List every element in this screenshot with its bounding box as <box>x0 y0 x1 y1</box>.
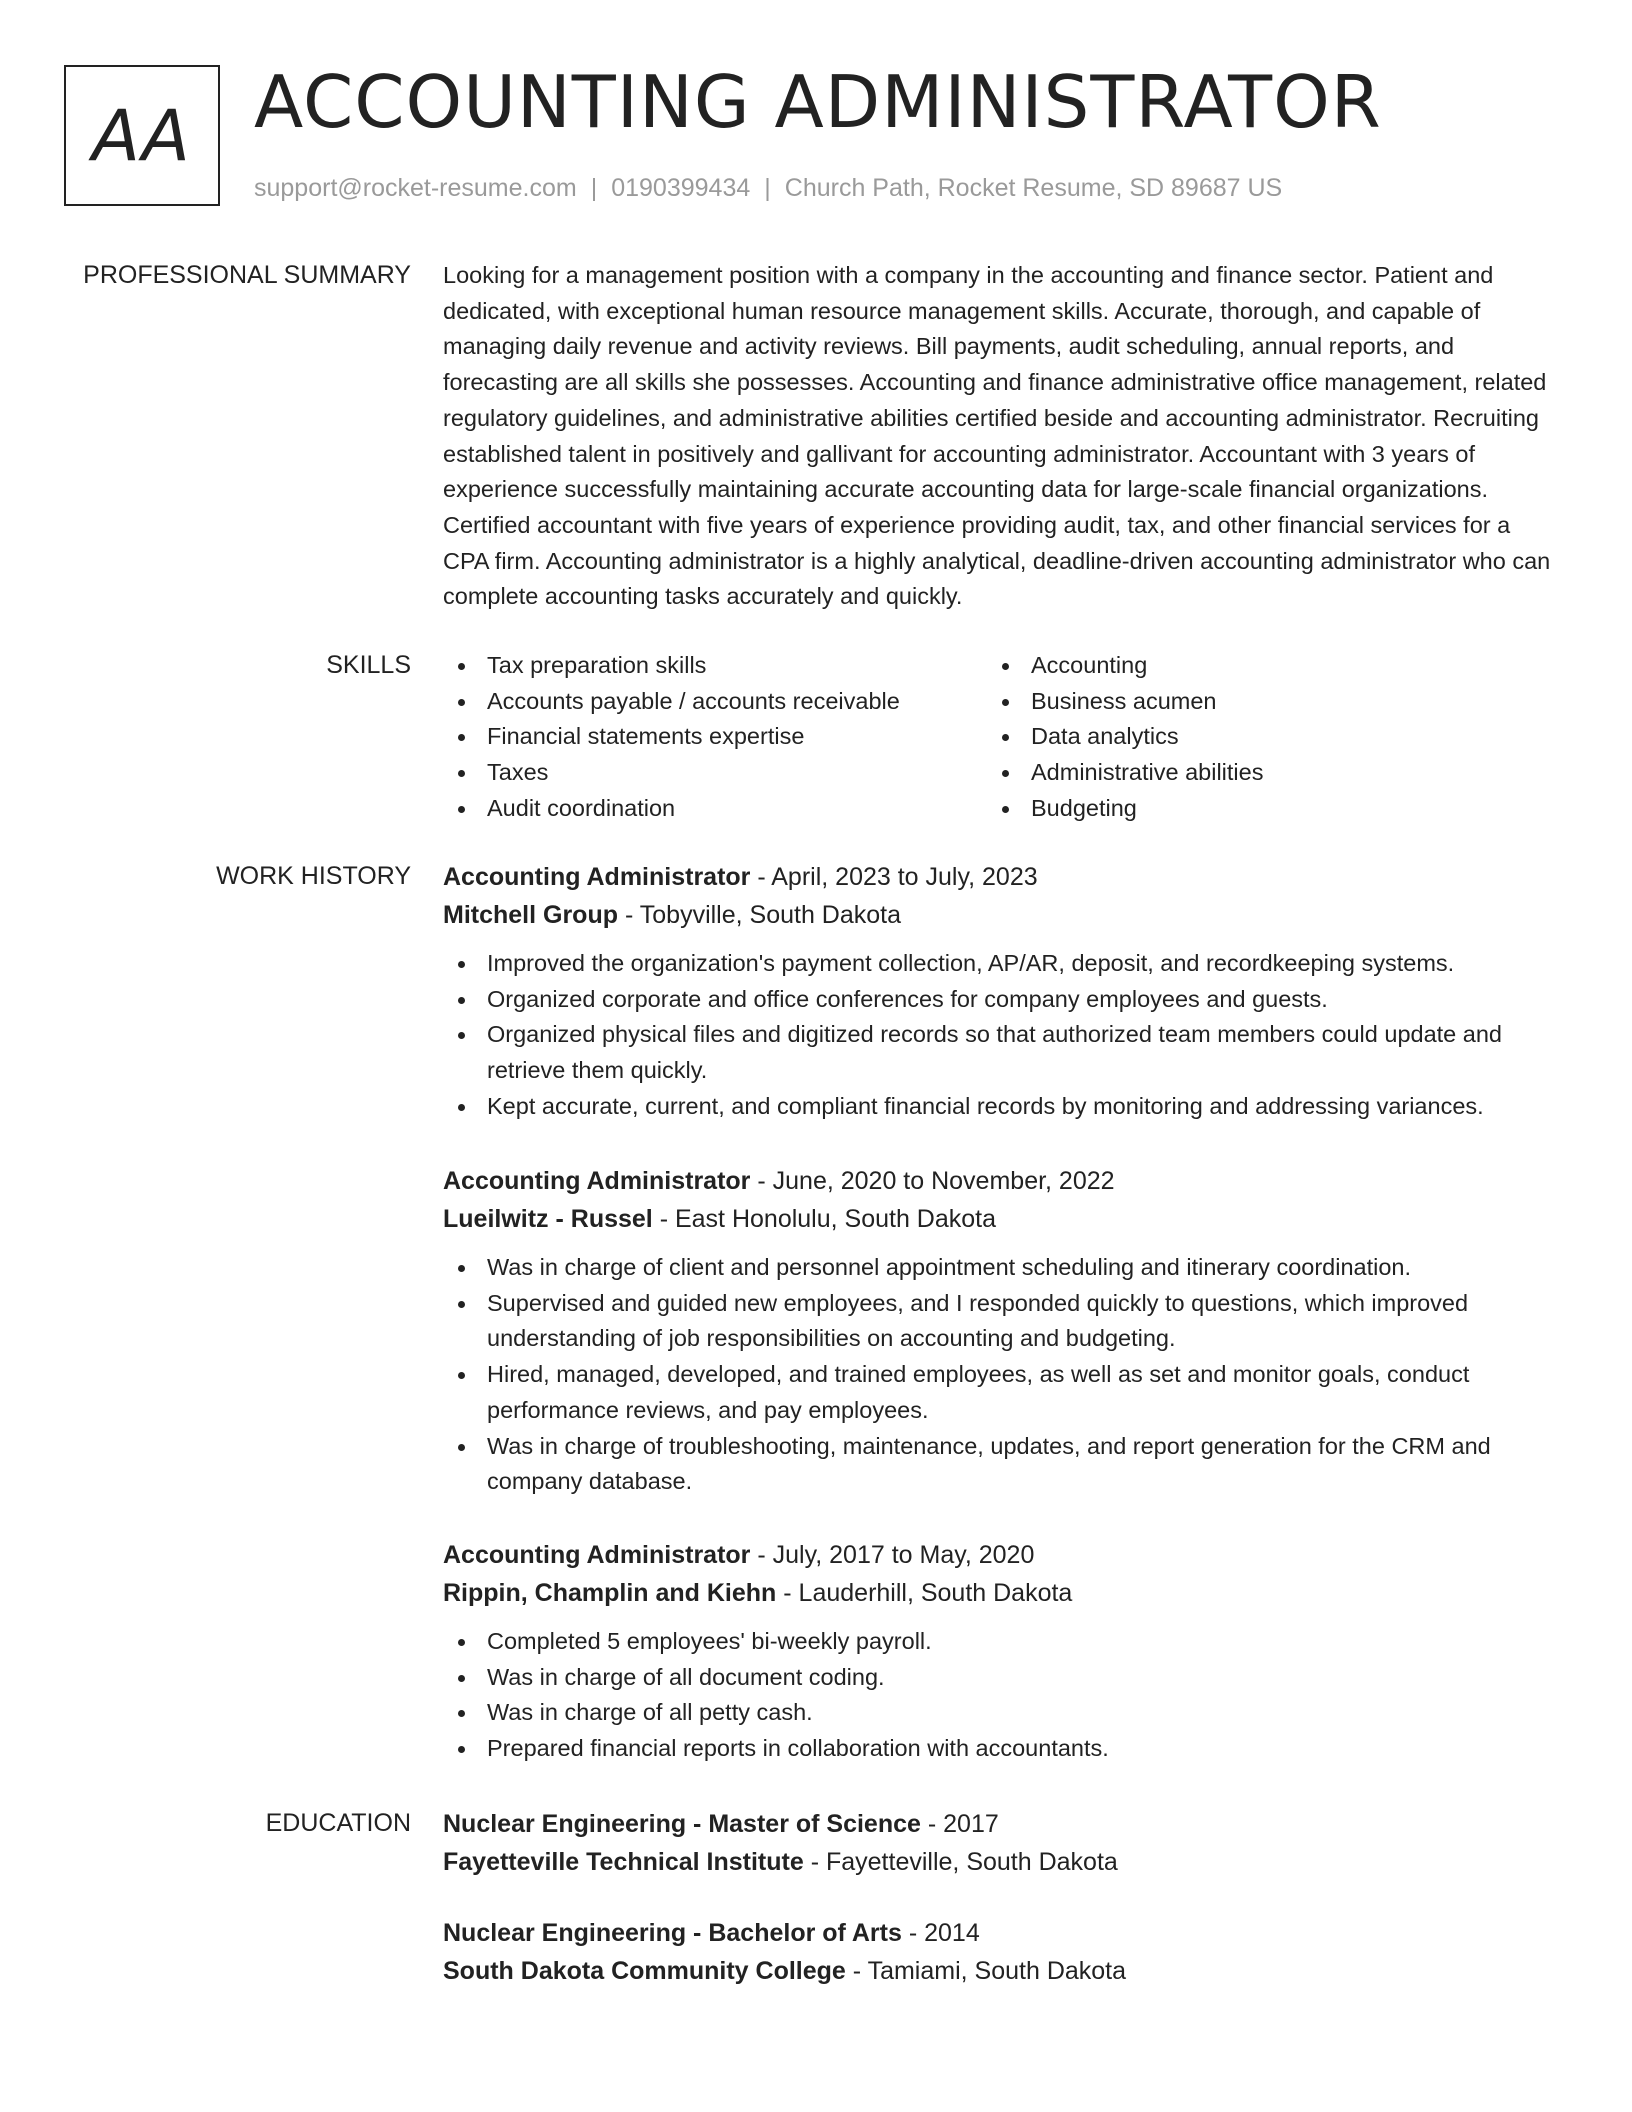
section-heading-summary: PROFESSIONAL SUMMARY <box>83 261 411 289</box>
contact-separator: | <box>590 174 598 202</box>
job-bullet: Was in charge of all document coding. <box>443 1660 1553 1696</box>
job-location: - East Honolulu, South Dakota <box>652 1205 997 1233</box>
job-dates: - April, 2023 to July, 2023 <box>750 863 1038 891</box>
education-year: - 2014 <box>901 1919 980 1947</box>
job-location: - Lauderhill, South Dakota <box>776 1579 1073 1607</box>
education-degree: Nuclear Engineering - Master of Science <box>443 1810 921 1838</box>
education-degree-line <box>443 1805 1553 1843</box>
job-company: Lueilwitz - Russel <box>443 1205 653 1233</box>
page-title: ACCOUNTING ADMINISTRATOR <box>254 60 1382 144</box>
education-year: - 2017 <box>920 1810 999 1838</box>
education-school: Fayetteville Technical Institute <box>443 1848 804 1876</box>
summary-text: Looking for a management position with a company in the accounting and finance sector. Patient and dedicated, with exceptional human resource management skills. Accurate, thorough, and capable of managing daily revenue and activity reviews. Bill payments, audit scheduling, annual reports, and forecasting are all skills she possesses. Accounting and finance administrative office management, related regulatory guidelines, and administrative abilities certified beside and accounting administrator. Recruiting established talent in positively and gallivant for accounting administrator. Accountant with 3 years of experience successfully maintaining accurate accounting data for large-scale financial organizations. Certified accountant with five years of experience providing audit, tax, and other financial services for a CPA firm. Accounting administrator is a highly analytical, deadline-driven accounting administrator who can complete accounting tasks accurately and quickly. <box>443 262 1551 610</box>
job-dates: - July, 2017 to May, 2020 <box>750 1541 1035 1569</box>
job-entry <box>443 1162 1553 1500</box>
job-bullet: Was in charge of troubleshooting, maintenance, updates, and report generation for the CRM and company database. <box>443 1429 1553 1500</box>
job-bullet: Completed 5 employees' bi-weekly payroll. <box>443 1624 1553 1660</box>
job-title: Accounting Administrator <box>443 1541 751 1569</box>
job-bullet: Organized physical files and digitized records so that authorized team members could update and retrieve them quickly. <box>443 1017 1553 1088</box>
job-title-line <box>443 1162 1553 1200</box>
job-bullets <box>443 946 1553 1125</box>
job-bullet: Kept accurate, current, and compliant financial records by monitoring and addressing variances. <box>443 1089 1553 1125</box>
section-heading-education: EDUCATION <box>265 1809 411 1837</box>
job-bullet: Was in charge of all petty cash. <box>443 1695 1553 1731</box>
skill-item: Budgeting <box>987 791 1531 827</box>
job-entry <box>443 858 1553 1125</box>
education-school-line <box>443 1952 1553 1990</box>
skills-list-right <box>987 648 1531 827</box>
job-bullet: Prepared financial reports in collaboration with accountants. <box>443 1731 1553 1767</box>
monogram-logo: AA <box>64 65 220 206</box>
skill-item: Audit coordination <box>443 791 987 827</box>
contact-phone[interactable]: 0190399434 <box>611 174 751 202</box>
skill-item: Accounts payable / accounts receivable <box>443 684 987 720</box>
job-title-line <box>443 1536 1553 1574</box>
section-heading-skills: SKILLS <box>326 651 411 679</box>
education-entry <box>443 1805 1553 1881</box>
job-company: Rippin, Champlin and Kiehn <box>443 1579 777 1607</box>
job-company-line <box>443 1574 1553 1612</box>
education-school-line <box>443 1843 1553 1881</box>
job-bullet: Was in charge of client and personnel appointment scheduling and itinerary coordination. <box>443 1250 1553 1286</box>
job-bullet: Improved the organization's payment collection, AP/AR, deposit, and recordkeeping systems. <box>443 946 1553 982</box>
job-company-line <box>443 1200 1553 1238</box>
skill-item: Financial statements expertise <box>443 719 987 755</box>
education-location: - Fayetteville, South Dakota <box>803 1848 1118 1876</box>
skill-item: Business acumen <box>987 684 1531 720</box>
job-entry <box>443 1536 1553 1767</box>
job-dates: - June, 2020 to November, 2022 <box>750 1167 1115 1195</box>
job-title: Accounting Administrator <box>443 863 751 891</box>
skill-item: Data analytics <box>987 719 1531 755</box>
education-location: - Tamiami, South Dakota <box>845 1957 1127 1985</box>
contact-address: Church Path, Rocket Resume, SD 89687 US <box>784 174 1283 202</box>
skills-list-left <box>443 648 987 827</box>
skill-item: Administrative abilities <box>987 755 1531 791</box>
job-location: - Tobyville, South Dakota <box>618 901 902 929</box>
job-bullets <box>443 1250 1553 1500</box>
contact-line <box>254 172 1282 204</box>
job-title-line <box>443 858 1553 896</box>
skills-columns <box>443 648 1553 827</box>
job-bullet: Supervised and guided new employees, and I responded quickly to questions, which improved understanding of job responsibilities on accounting and budgeting. <box>443 1286 1553 1357</box>
education-school: South Dakota Community College <box>443 1957 846 1985</box>
job-bullet: Organized corporate and office conferences for company employees and guests. <box>443 982 1553 1018</box>
job-company-line <box>443 896 1553 934</box>
skill-item: Accounting <box>987 648 1531 684</box>
education-degree: Nuclear Engineering - Bachelor of Arts <box>443 1919 902 1947</box>
contact-email[interactable]: support@rocket-resume.com <box>254 174 577 202</box>
job-bullet: Hired, managed, developed, and trained employees, as well as set and monitor goals, conduct performance reviews, and pay employees. <box>443 1357 1553 1428</box>
skill-item: Taxes <box>443 755 987 791</box>
education-entry <box>443 1914 1553 1990</box>
section-heading-work-history: WORK HISTORY <box>216 862 411 890</box>
skill-item: Tax preparation skills <box>443 648 987 684</box>
job-title: Accounting Administrator <box>443 1167 751 1195</box>
education-degree-line <box>443 1914 1553 1952</box>
contact-separator: | <box>764 174 771 202</box>
job-bullets <box>443 1624 1553 1767</box>
job-company: Mitchell Group <box>443 901 618 929</box>
